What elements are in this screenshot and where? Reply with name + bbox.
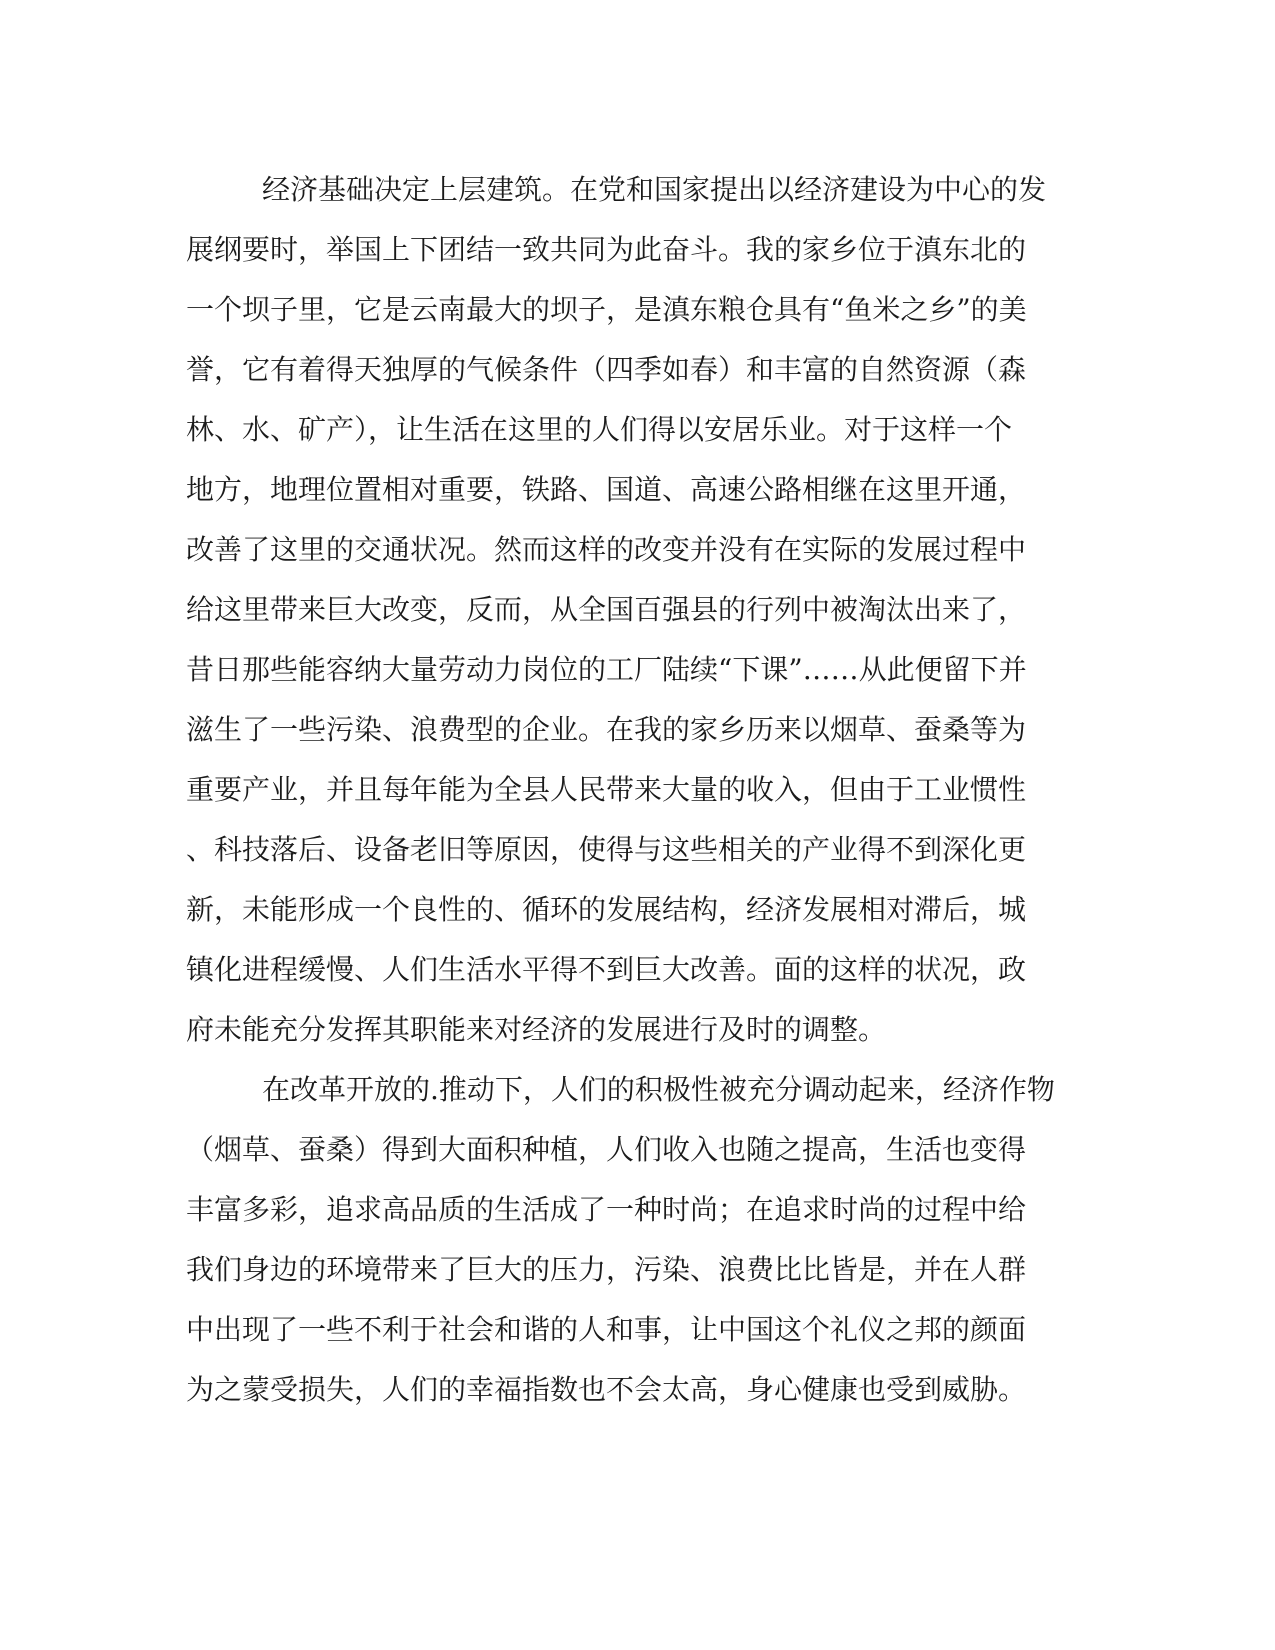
text-line: 誉，它有着得天独厚的气候条件（四季如春）和丰富的自然资源（森 bbox=[186, 353, 1027, 386]
text-line: 林、水、矿产），让生活在这里的人们得以安居乐业。对于这样一个 bbox=[186, 413, 1013, 446]
text-line: 给这里带来巨大改变，反而，从全国百强县的行列中被淘汰出来了， bbox=[186, 593, 1027, 626]
text-line: 为之蒙受损失，人们的幸福指数也不会太高，身心健康也受到威胁。 bbox=[186, 1373, 1027, 1406]
text-line: 我们身边的环境带来了巨大的压力，污染、浪费比比皆是，并在人群 bbox=[186, 1253, 1027, 1286]
text-line: 、科技落后、设备老旧等原因，使得与这些相关的产业得不到深化更 bbox=[186, 833, 1027, 866]
paragraph-2 bbox=[186, 1072, 1086, 1432]
paragraph-1 bbox=[186, 172, 1086, 1072]
text-line: 地方，地理位置相对重要，铁路、国道、高速公路相继在这里开通， bbox=[186, 473, 1027, 506]
text-line: 经济基础决定上层建筑。在党和国家提出以经济建设为中心的发 bbox=[262, 173, 1047, 206]
text-line: 昔日那些能容纳大量劳动力岗位的工厂陆续“下课”……从此便留下并 bbox=[186, 653, 1027, 686]
text-line: 中出现了一些不利于社会和谐的人和事，让中国这个礼仪之邦的颜面 bbox=[186, 1313, 1027, 1346]
text-line: 展纲要时，举国上下团结一致共同为此奋斗。我的家乡位于滇东北的 bbox=[186, 233, 1027, 266]
text-line: 在改革开放的.推动下，人们的积极性被充分调动起来，经济作物 bbox=[262, 1073, 1055, 1106]
text-line: 镇化进程缓慢、人们生活水平得不到巨大改善。面的这样的状况，政 bbox=[186, 953, 1027, 986]
text-line: 一个坝子里，它是云南最大的坝子，是滇东粮仓具有“鱼米之乡”的美 bbox=[186, 293, 1027, 326]
text-line: 滋生了一些污染、浪费型的企业。在我的家乡历来以烟草、蚕桑等为 bbox=[186, 713, 1027, 746]
text-line: （烟草、蚕桑）得到大面积种植，人们收入也随之提高，生活也变得 bbox=[186, 1133, 1027, 1166]
text-line: 丰富多彩，追求高品质的生活成了一种时尚；在追求时尚的过程中给 bbox=[186, 1193, 1027, 1226]
text-line: 府未能充分发挥其职能来对经济的发展进行及时的调整。 bbox=[186, 1013, 887, 1046]
text-line: 新，未能形成一个良性的、循环的发展结构，经济发展相对滞后，城 bbox=[186, 893, 1027, 926]
text-line: 重要产业，并且每年能为全县人民带来大量的收入，但由于工业惯性 bbox=[186, 773, 1027, 806]
text-line: 改善了这里的交通状况。然而这样的改变并没有在实际的发展过程中 bbox=[186, 533, 1027, 566]
